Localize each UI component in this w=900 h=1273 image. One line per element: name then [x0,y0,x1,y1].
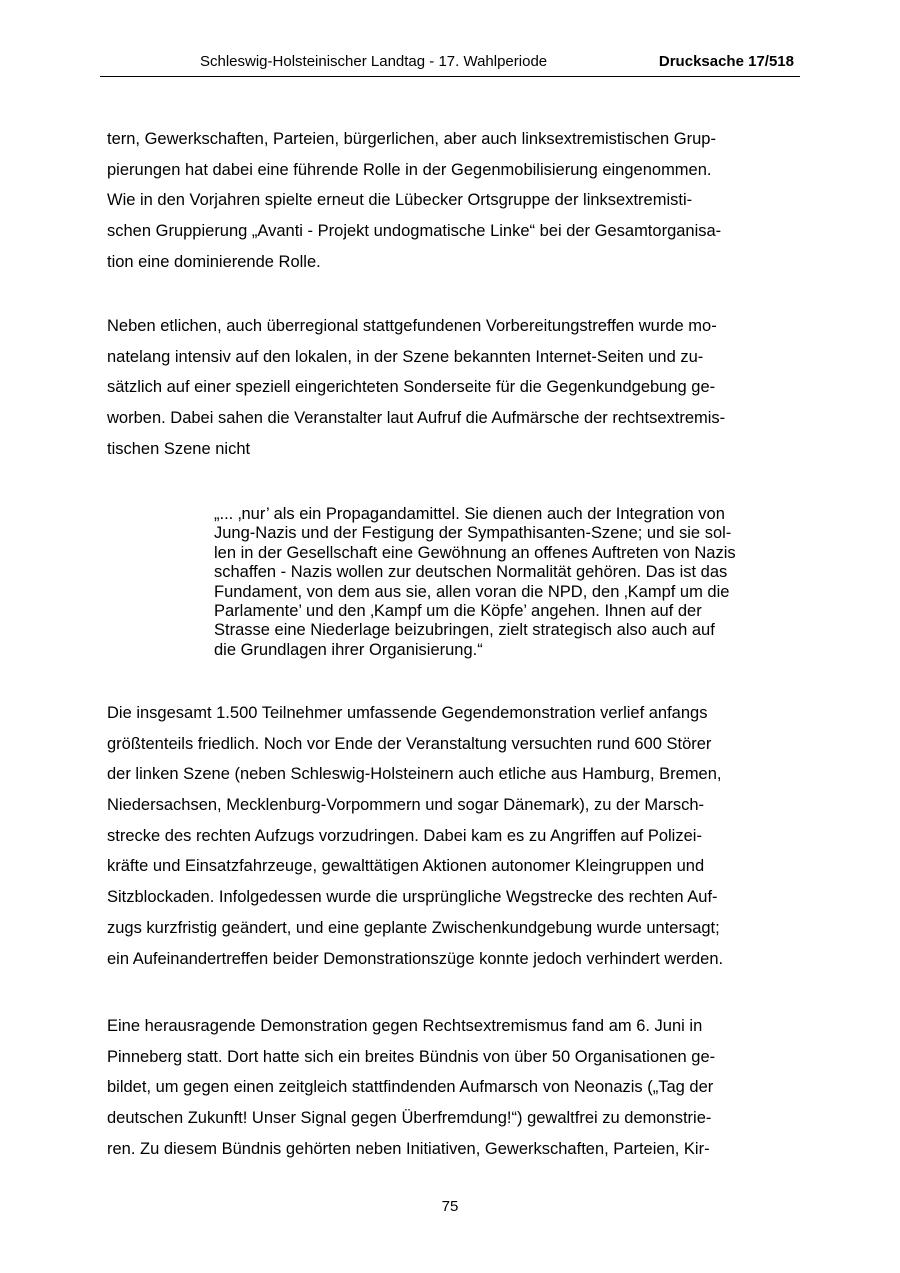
text-line: natelang intensiv auf den lokalen, in der Szene bekannten Internet-Seiten und zu- [107,347,704,366]
page-header [100,50,800,76]
paragraph-3 [107,698,797,974]
quote-line: Parlamente’ und den ‚Kampf um die Köpfe’ angehen. Ihnen auf der [214,601,702,620]
text-line: kräfte und Einsatzfahrzeuge, gewalttätigen Aktionen autonomer Kleingruppen und [107,857,705,876]
paragraph-1 [107,124,797,277]
page-number: 75 [441,1198,459,1215]
text-line: tischen Szene nicht [107,439,251,458]
header-divider [100,76,800,77]
text-line: Pinneberg statt. Dort hatte sich ein breites Bündnis von über 50 Organisationen ge- [107,1047,716,1066]
header-title: Schleswig-Holsteinischer Landtag - 17. Wahlperiode [200,53,548,70]
quote-line: Strasse eine Niederlage beizubringen, zielt strategisch also auch auf [214,621,715,640]
quote-line: Jung-Nazis und der Festigung der Sympathisanten-Szene; und sie sol- [214,524,732,543]
block-quote [214,505,814,660]
text-line: schen Gruppierung „Avanti - Projekt undogmatische Linke“ bei der Gesamtorganisa- [107,222,722,241]
text-line: ein Aufeinandertreffen beider Demonstrationszüge konnte jedoch verhindert werden. [107,949,724,968]
text-line: strecke des rechten Aufzugs vorzudringen. Dabei kam es zu Angriffen auf Polizei- [107,826,702,845]
paragraph-4 [107,1011,797,1164]
quote-line: len in der Gesellschaft eine Gewöhnung an offenes Auftreten von Nazis [214,543,736,562]
text-line: tion eine dominierende Rolle. [107,252,321,271]
text-line: Die insgesamt 1.500 Teilnehmer umfassende Gegendemonstration verlief anfangs [107,704,708,722]
text-line: Sitzblockaden. Infolgedessen wurde die ursprüngliche Wegstrecke des rechten Auf- [107,888,718,907]
text-line: Eine herausragende Demonstration gegen Rechtsextremismus fand am 6. Juni in [107,1017,703,1035]
quote-line: schaffen - Nazis wollen zur deutschen Normalität gehören. Das ist das [214,563,728,582]
document-number: Drucksache 17/518 [658,53,794,70]
text-line: ren. Zu diesem Bündnis gehörten neben Initiativen, Gewerkschaften, Parteien, Kir- [107,1139,710,1158]
text-line: deutschen Zukunft! Unser Signal gegen Überfremdung!“) gewaltfrei zu demonstrie- [107,1109,712,1128]
text-line: sätzlich auf einer speziell eingerichteten Sonderseite für die Gegenkundgebung ge- [107,378,716,397]
quote-line: „... ‚nur’ als ein Propagandamittel. Sie dienen auch der Integration von [214,505,725,523]
quote-line: die Grundlagen ihrer Organisierung.“ [214,640,483,659]
paragraph-2 [107,311,797,464]
text-line: Neben etlichen, auch überregional stattgefundenen Vorbereitungstreffen wurde mo- [107,317,717,335]
text-line: Wie in den Vorjahren spielte erneut die Lübecker Ortsgruppe der linksextremisti- [107,191,693,210]
text-line: bildet, um gegen einen zeitgleich stattfindenden Aufmarsch von Neonazis („Tag der [107,1078,714,1097]
text-line: tern, Gewerkschaften, Parteien, bürgerlichen, aber auch linksextremistischen Grup- [107,130,716,148]
text-line: pierungen hat dabei eine führende Rolle in der Gegenmobilisierung eingenommen. [107,160,712,179]
text-line: größtenteils friedlich. Noch vor Ende der Veranstaltung versuchten rund 600 Störer [107,734,712,753]
text-line: zugs kurzfristig geändert, und eine geplante Zwischenkundgebung wurde untersagt; [107,918,720,937]
text-line: der linken Szene (neben Schleswig-Holsteinern auch etliche aus Hamburg, Bremen, [107,765,722,784]
quote-line: Fundament, von dem aus sie, allen voran die NPD, den ‚Kampf um die [214,582,730,601]
text-line: worben. Dabei sahen die Veranstalter laut Aufruf die Aufmärsche der rechtsextremis- [107,409,726,428]
text-line: Niedersachsen, Mecklenburg-Vorpommern und sogar Dänemark), zu der Marsch- [107,796,705,815]
